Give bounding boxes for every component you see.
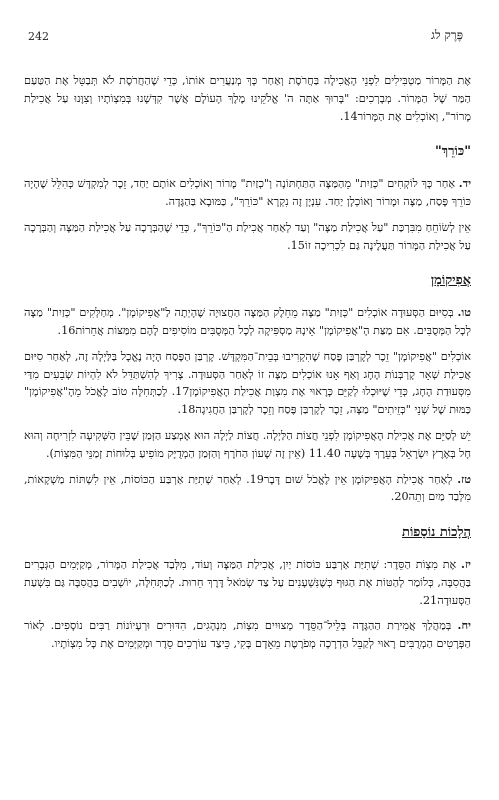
page-body bbox=[24, 72, 471, 653]
paragraph-midnight: יֵשׁ לְסַיֵּם אֶת אֲכִילַת הָאֲפִיקוֹמָן לִפְנֵי חֲצוֹת הַלַּיְלָה. חֲצוֹת לַיְלָה הוּא אֶמְצַע הַזְּמַן שֶׁבֵּין הַשְּׁקִיעָה לִזְרִיחָה וְהוּא חָל בְּאֶרֶץ יִשְׂרָאֵל בְּעֵרֶךְ בְּשָׁעָה 11.40 (אֵין זֶה שָׁעוֹן הַחֹרֶף וְהַזְּמַן הַמְדֻיָּק מוֹפִיעַ בְּלוּחוֹת זְמַנֵּי הַמִּצְוֹת). bbox=[24, 428, 471, 460]
page-number: 242 bbox=[28, 30, 49, 43]
paragraph-15: טו. בְּסִיּוּם הַסְּעוּדָה אוֹכְלִים "כְּזַיִת" מַצָּה מֵחֵלֶק הַמַּצָּה הַחֲצוּיָה שֶׁהָיְתָה לַ"אֲפִיקוֹמָן". מְחַלְּקִים "כְּזַיִת" מַצָּה לְכָל הַמְּסֻבִּים. אִם מַצַּת הָ"אֲפִיקוֹמָן" אֵינָהּ מַסְפִּיקָה לְכָל הַמְּסֻבִּים מוֹסִיפִים לָהֶם מִמַּצּוֹת אֲחֵרוֹת16. bbox=[24, 305, 471, 337]
paragraph-14: יד. אַחַר כָּךְ לוֹקְחִים "כְּזַיִת" מֵהַמַּצָּה הַתַּחְתּוֹנָה וְ"כְזַיִת" מָרוֹר וְאוֹכְלִים אוֹתָם יַחַד, זֵכֶר לְמִקְדָּשׁ כְּהִלֵּל שֶׁהָיָה כּוֹרֵךְ פֶּסַח, מַצָּה וּמָרוֹר וְאוֹכְלָן יַחַד. עִנְיָן זֶה נִקְרָא "כּוֹרֵךְ", כַּמּוּבָא בַּהַגָּדָה. bbox=[24, 176, 472, 208]
section-title-additional-laws: הֲלָכוֹת נוֹסָפוֹת bbox=[402, 525, 471, 541]
section-title-korech: "כּוֹרֵךְ" bbox=[435, 144, 471, 160]
paragraph-number: יז. bbox=[461, 556, 471, 571]
paragraph-number: יח. bbox=[457, 618, 471, 633]
paragraph-number: טז. bbox=[457, 471, 471, 486]
paragraph-18: יח. בְּמַהֲלַךְ אֲמִירַת הַהַגָּדָה בְּלֵיל־הַסֵּדֶר מְצוּיִים מִצְוֹת, מִנְהָגִים, הִדּוּרִים וּרְעָיוֹנוֹת רַבִּים נוֹסָפִים. לְאוֹר הַפְּרָטִים הַמְרֻבִּים רָאוּי לְקַבֵּל הַדְרָכָה מְפֹרֶטֶת מֵאָדָם בָּקִי, כֵּיצַד עוֹרְכִים סֵדֶר וּמְקַיְּמִים אֶת כָּל מִצְוֹתָיו. bbox=[24, 618, 471, 651]
paragraph-17: יז. אֶת מִצְוֹת הַסֵּדֶר: שְׁתִיַּת אַרְבַּע כּוֹסוֹת יַיִן, אֲכִילַת הַמַּצָּה וְעוֹד, מִלְּבַד אֲכִילַת הַמָּרוֹר, מְקַיְּמִים הַגְּבָרִים בַּהֲסִבָּה, כְּלוֹמַר לְהַטּוֹת אֶת הַגּוּף כְּשֶׁנִּשְׁעָנִים עַל צַד שְׂמֹאל דֶּרֶךְ חֵרוּת. לְכַתְּחִלָּה, יוֹשְׁבִים בַּהֲסִבָּה גַּם בִּשְׁעַת הַסְּעוּדָה21. bbox=[24, 556, 471, 607]
page-header bbox=[24, 20, 471, 42]
paragraph-number: טו. bbox=[457, 305, 471, 320]
section-title-afikoman: אֲפִיקוֹמָן bbox=[430, 273, 471, 289]
running-title: פֶּרֶק לג bbox=[431, 28, 463, 42]
paragraph-number: יד. bbox=[458, 176, 472, 191]
paragraph-korech-silence: אֵין לְשׂוֹחֵחַ מִבִּרְכַּת "עַל אֲכִילַת מַצָּה" וְעַד לְאַחַר אֲכִילַת הַ"כּוֹרֵךְ", כְּדֵי שֶׁהַבְּרָכָה עַל אֲכִילַת הַמַּצָּה וְהַבְּרָכָה עַל אֲכִילַת הַמָּרוֹר תַּעֲלֶינָה גַּם לִכְרִיכָה זוֹ15. bbox=[24, 220, 471, 252]
paragraph-16: טז. לְאַחַר אֲכִילַת הָאֲפִיקוֹמָן אֵין לֶאֱכֹל שׁוּם דָּבָר19. לְאַחַר שְׁתִיַּת אַרְבַּע הַכּוֹסוֹת, אֵין לִשְׁתּוֹת מַשְׁקָאוֹת, מִלְּבַד מַיִם וְתֵה20. bbox=[24, 471, 471, 504]
paragraph-bitter-herbs: אֶת הַמָּרוֹר מַטְבִּילִים לִפְנֵי הָאֲכִילָה בַּחֲרֹסֶת וְאַחַר כָּךְ מְנַעֲרִים אוֹתוֹ, כְּדֵי שֶׁהַחֲרֹסֶת לֹא תְּבַטֵּל אֶת הַטַּעַם הַמַּר שֶׁל הַמָּרוֹר. מְבָרְכִים: "בָּרוּךְ אַתָּה ה' אֱלֹקֵינוּ מֶלֶךְ הָעוֹלָם אֲשֶׁר קִדְּשָׁנוּ בְּמִצְוֹתָיו וְצִוָּנוּ עַל אֲכִילַת מָרוֹר", וְאוֹכְלִים אֶת הַמָּרוֹר14. bbox=[24, 74, 471, 123]
paragraph-afikoman-remembrance: אוֹכְלִים "אֲפִיקוֹמָן" זֵכֶר לְקָרְבַּן פֶּסַח שֶׁהִקְרִיבוּ בְּבֵית־הַמִּקְדָּשׁ. קָרְבַּן הַפֶּסַח הָיָה נֶאֱכָל בַּלַּיְלָה זֶה, לְאַחַר סִיּוּם אֲכִילַת שְׁאָר קָרְבְּנוֹת הֶחָג וְאַף אָנוּ אוֹכְלִים מַצָּה זוֹ לְאַחַר הַסְּעוּדָה. צָרִיךְ לְהִשְׁתַּדֵּל לֹא לִהְיוֹת שְׂבֵעִים מִדַּי מִסְּעוּדַת הֶחָג, כְּדֵי שֶׁיּוּכְלוּ לְקַיֵּם כָּרָאוּי אֶת מִצְוַת אֲכִילַת הָאֲפִיקוֹמָן17. לְכַתְּחִלָּה טוֹב לֶאֱכֹל מֵהָ"אֲפִיקוֹמָן" כַּמּוּת שֶׁל שְׁנֵי "כְּזֵיתִים" מַצָּה, זֵכֶר לְקָרְבַּן פֶּסַח וְזֵכֶר לְקָרְבַּן הַחֲגִיגָה18. bbox=[24, 349, 471, 417]
